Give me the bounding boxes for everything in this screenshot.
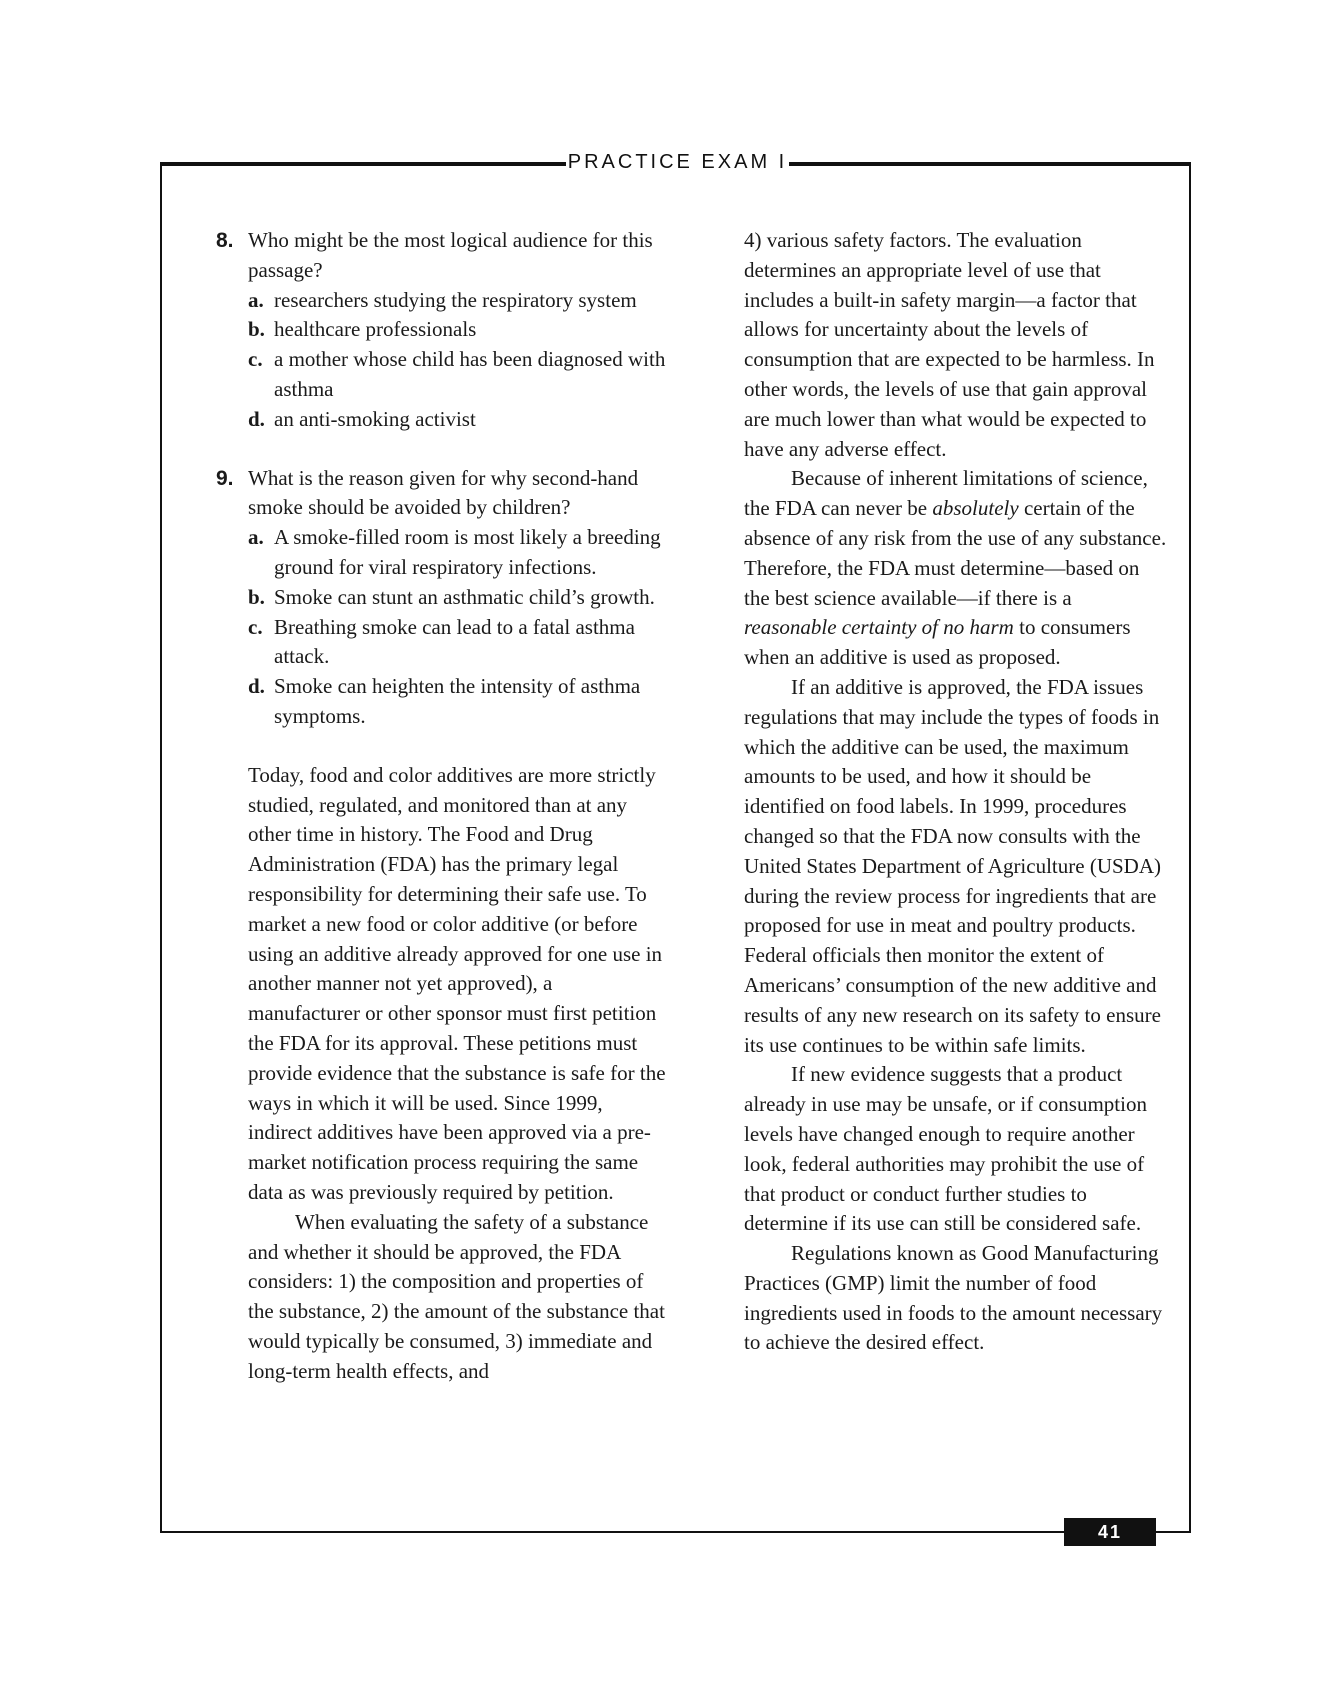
answer-option	[248, 613, 666, 673]
header-rule-right	[789, 162, 1191, 166]
text-run: Because of inherent limitations of science, the FDA can never be	[744, 466, 1148, 521]
header-rule-left	[160, 162, 566, 166]
option-text: Smoke can stunt an asthmatic child’s growth.	[274, 584, 655, 609]
option-letter: a.	[248, 287, 264, 312]
answer-options	[248, 523, 666, 732]
answer-option	[248, 523, 666, 583]
option-letter: c.	[248, 614, 263, 639]
passage-paragraph-1: Today, food and color additives are more strictly studied, regulated, and monitored than at any other time in history. The Food and Drug Administration (FDA) has the primary legal responsibility for determining their safe use. To market a new food or color additive (or before using an additive already approved for one use in another manner not yet approved), a manufacturer or other sponsor must first petition the FDA for its approval. These petitions must provide evidence that the substance is safe for the ways in which it will be used. Since 1999, indirect additives have been approved via a pre-market notification process requiring the same data as was previously required by petition.	[248, 762, 666, 1204]
answer-option	[248, 583, 666, 613]
emphasis: reasonable certainty of no harm	[744, 615, 1014, 640]
running-header: PRACTICE EXAM I	[567, 151, 788, 173]
option-text: a mother whose child has been diagnosed with asthma	[274, 347, 666, 401]
option-text: Breathing smoke can lead to a fatal asthma attack.	[274, 614, 635, 669]
question-stem: Who might be the most logical audience for this passage?	[248, 228, 653, 282]
question-number: 9.	[216, 466, 234, 490]
passage-paragraph-5: If new evidence suggests that a product already in use may be unsafe, or if consumption levels have changed enough to require another look, federal authorities may prohibit the use of that product or conduct further studies to determine if its use can still be considered safe.	[744, 1062, 1147, 1236]
answer-options	[248, 286, 666, 435]
option-letter: b.	[248, 317, 265, 342]
answer-option	[248, 405, 666, 435]
passage-paragraph-6: Regulations known as Good Manufacturing Practices (GMP) limit the number of food ingredients used in foods to the amount necessary to achieve the desired effect.	[744, 1241, 1163, 1355]
emphasis: absolutely	[932, 496, 1019, 521]
option-text: researchers studying the respiratory system	[274, 287, 637, 312]
question-number: 8.	[216, 229, 234, 252]
page-number: 41	[1064, 1518, 1156, 1546]
option-letter: c.	[248, 347, 263, 372]
option-text: an anti-smoking activist	[274, 406, 476, 431]
option-text: healthcare professionals	[274, 317, 477, 342]
option-letter: b.	[248, 584, 265, 609]
option-text: Smoke can heighten the intensity of asthma symptoms.	[274, 674, 641, 728]
text-run: to consumers when an additive is used as proposed.	[744, 615, 1131, 670]
passage-paragraph-2-start: When evaluating the safety of a substance and whether it should be approved, the FDA considers: 1) the composition and properties of the substance, 2) the amount of the substance that would typically be consumed, 3) immediate and long-term health effects, and	[248, 1209, 665, 1383]
passage-paragraph-4: If an additive is approved, the FDA issues regulations that may include the types of foods in which the additive can be used, the maximum amounts to be used, and how it should be identified on food labels. In 1999, procedures changed so that the FDA now consults with the United States Department of Agriculture (USDA) during the review process for ingredients that are proposed for use in meat and poultry products. Federal officials then monitor the extent of Americans’ consumption of the new additive and results of any new research on its safety to ensure its use continues to be within safe limits.	[744, 674, 1161, 1057]
question-9	[216, 464, 666, 732]
passage-paragraph-3	[744, 464, 1169, 673]
right-column	[744, 226, 1169, 1358]
question-8	[216, 226, 666, 435]
answer-option	[248, 345, 666, 405]
answer-option	[248, 315, 666, 345]
option-letter: a.	[248, 525, 264, 550]
text-run: certain of the absence of any risk from the use of any substance. Therefore, the FDA must determine—based on the best science available—if there is a	[744, 496, 1167, 610]
passage-left	[216, 761, 666, 1387]
answer-option	[248, 286, 666, 316]
answer-option	[248, 672, 666, 732]
left-column	[216, 226, 666, 1386]
option-text: A smoke-filled room is most likely a breeding ground for viral respiratory infections.	[274, 525, 661, 579]
option-letter: d.	[248, 406, 265, 431]
option-letter: d.	[248, 674, 265, 699]
question-stem: What is the reason given for why second-hand smoke should be avoided by children?	[248, 465, 639, 520]
passage-paragraph-2-end: 4) various safety factors. The evaluation determines an appropriate level of use that includes a built-in safety margin—a factor that allows for uncertainty about the levels of consumption that are expected to be harmless. In other words, the levels of use that gain approval are much lower than what would be expected to have any adverse effect.	[744, 228, 1155, 461]
